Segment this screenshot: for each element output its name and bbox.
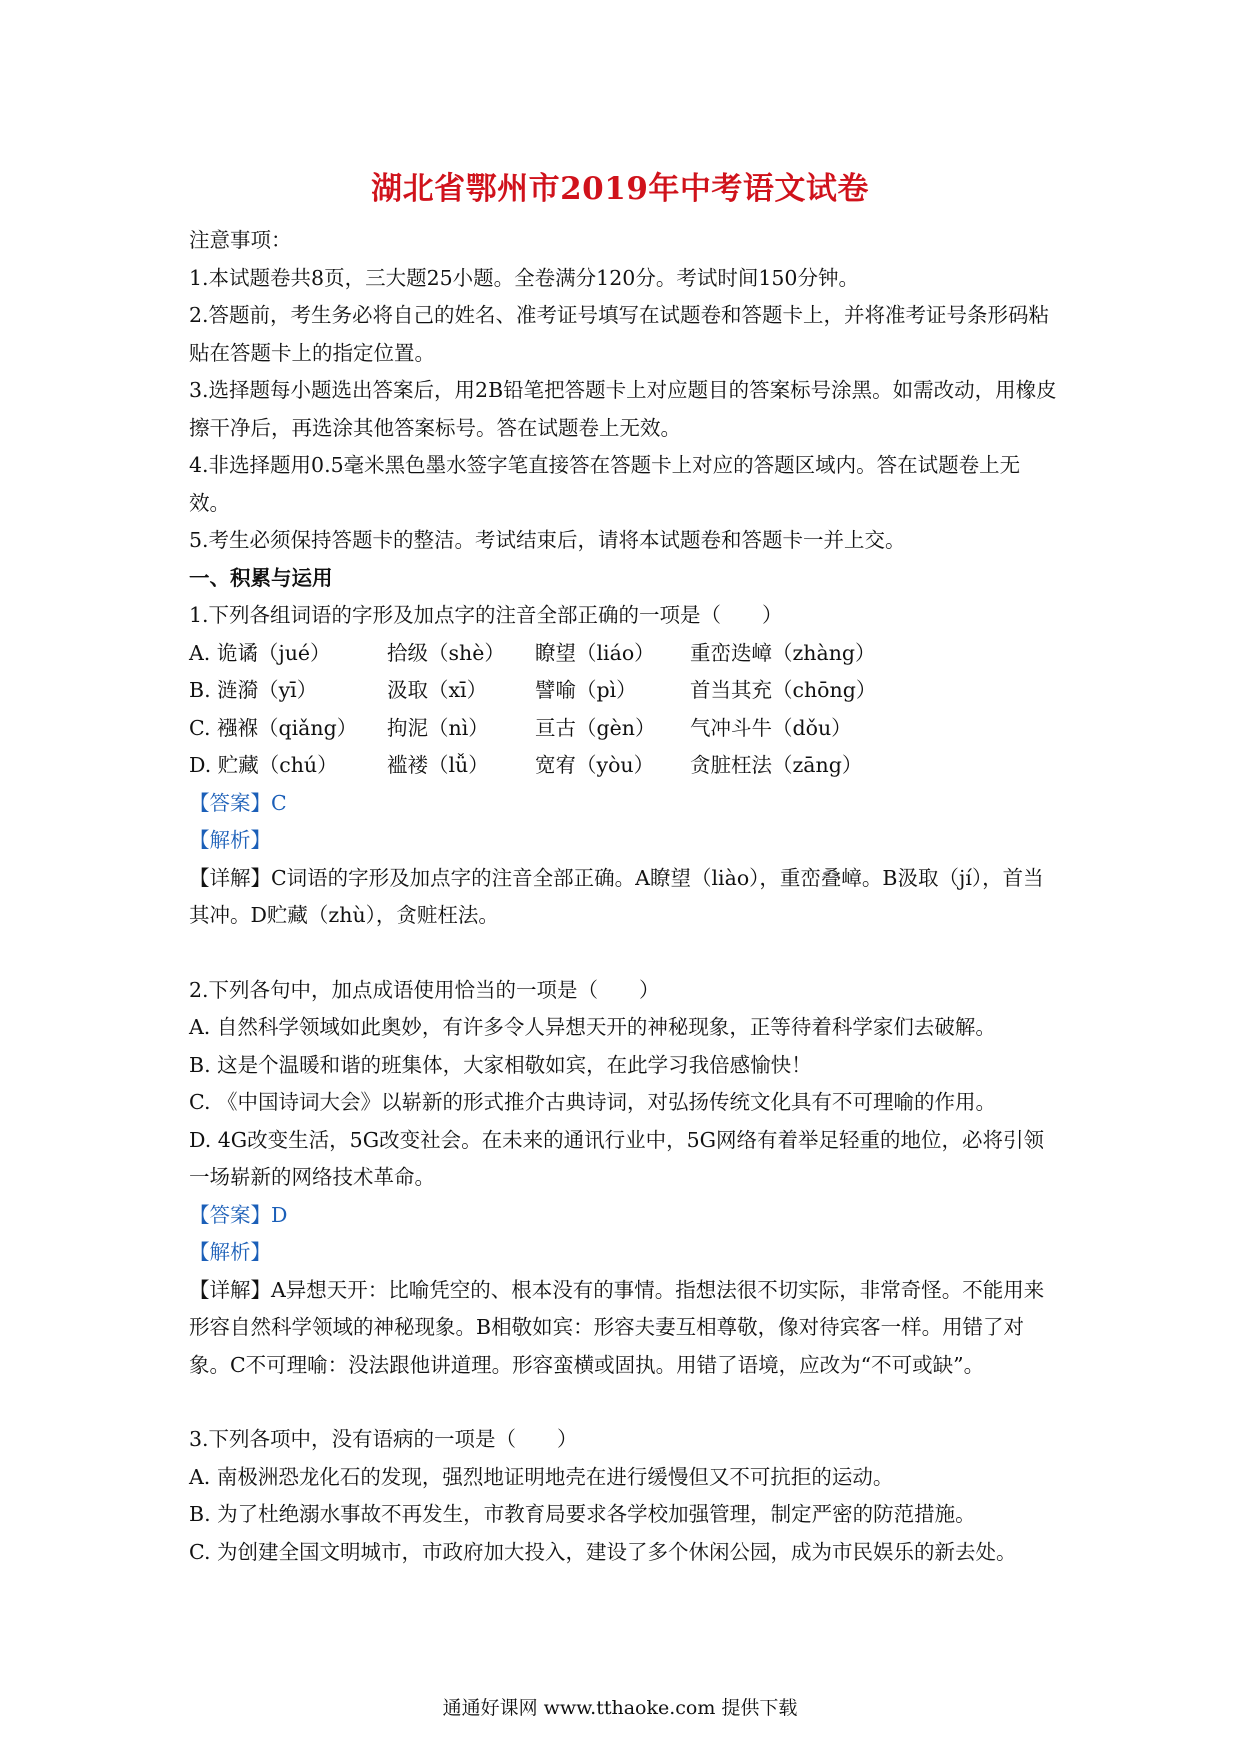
q1-option-d (189, 747, 1059, 785)
exam-content (189, 222, 1059, 1571)
q3-option-b: B. 为了杜绝溺水事故不再发生，市教育局要求各学校加强管理，制定严密的防范措施。 (189, 1502, 976, 1526)
page-footer: 通通好课网 www.tthaoke.com 提供下载 (442, 1697, 798, 1719)
q1-option-a (189, 635, 1059, 673)
q1-option-a-word-4: 重峦迭嶂（zhàng） (690, 640, 876, 665)
q2-detail: 【详解】A异想天开：比喻凭空的、根本没有的事情。指想法很不切实际，非常奇怪。不能用来形容自然科学领域的神秘现象。B相敬如宾：形容夫妻互相尊敬，像对待宾客一样。用错了对象。C不可理喻：没法跟他讲道理。形容蛮横或固执。用错了语境，应改为“不可或缺”。 (189, 1277, 1045, 1377)
notice-heading: 注意事项： (189, 228, 292, 252)
notice-item-3: 3.选择题每小题选出答案后，用2B铅笔把答题卡上对应题目的答案标号涂黑。如需改动，用橡皮擦干净后，再选涂其他答案标号。答在试题卷上无效。 (189, 378, 1057, 440)
q1-option-c-word-1: C. 襁褓（qiǎng） (189, 715, 358, 740)
q1-option-b-word-3: 譬喻（pì） (535, 678, 637, 702)
q1-option-d-word-2: 褴褛（lǚ） (387, 753, 489, 777)
q1-option-c-word-3: 亘古（gèn） (535, 715, 656, 740)
q1-option-c-word-4: 气冲斗牛（dǒu） (690, 715, 852, 740)
q3-stem: 3.下列各项中，没有语病的一项是（ ） (189, 1427, 578, 1451)
q1-analysis-label: 【解析】 (189, 828, 271, 852)
q1-option-b (189, 672, 1059, 710)
q1-option-b-word-4: 首当其充（chōng） (690, 678, 877, 702)
q1-option-d-word-4: 贪脏枉法（zāng） (690, 753, 863, 777)
notice-item-4: 4.非选择题用0.5毫米黑色墨水签字笔直接答在答题卡上对应的答题区域内。答在试题卷上无效。 (189, 453, 1021, 515)
q2-stem: 2.下列各句中，加点成语使用恰当的一项是（ ） (189, 977, 660, 1002)
notice-item-5: 5.考生必须保持答题卡的整洁。考试结束后，请将本试题卷和答题卡一并上交。 (189, 528, 906, 552)
q3-option-c: C. 为创建全国文明城市，市政府加大投入，建设了多个休闲公园，成为市民娱乐的新去处。 (189, 1539, 1017, 1564)
page-title: 湖北省鄂州市2019年中考语文试卷 (371, 171, 869, 207)
q1-option-b-word-2: 汲取（xī） (387, 678, 488, 702)
q1-option-b-word-1: B. 涟漪（yī） (189, 678, 318, 702)
q1-option-a-word-1: A. 诡谲（jué） (189, 640, 331, 665)
spacer (189, 1384, 1059, 1421)
q1-detail: 【详解】C词语的字形及加点字的注音全部正确。A瞭望（liào），重峦叠嶂。B汲取（jí），首当其冲。D贮藏（zhù），贪赃枉法。 (189, 865, 1044, 927)
q2-option-b: B. 这是个温暖和谐的班集体，大家相敬如宾，在此学习我倍感愉快！ (189, 1052, 812, 1077)
spacer (189, 935, 1059, 972)
q1-answer: 【答案】C (189, 790, 287, 815)
q2-answer: 【答案】D (189, 1202, 288, 1227)
section-heading: 一、积累与运用 (189, 565, 333, 590)
q1-stem: 1.下列各组词语的字形及加点字的注音全部正确的一项是（ ） (189, 603, 783, 627)
q3-option-a: A. 南极洲恐龙化石的发现，强烈地证明地壳在进行缓慢但又不可抗拒的运动。 (189, 1464, 894, 1489)
q1-option-d-word-3: 宽宥（yòu） (535, 753, 655, 777)
q1-option-c (189, 710, 1059, 748)
q2-option-a: A. 自然科学领域如此奥妙，有许多令人异想天开的神秘现象，正等待着科学家们去破解。 (189, 1015, 996, 1039)
q2-option-d: D. 4G改变生活，5G改变社会。在未来的通讯行业中，5G网络有着举足轻重的地位，必将引领一场崭新的网络技术革命。 (189, 1127, 1044, 1189)
q1-option-c-word-2: 拘泥（nì） (387, 715, 489, 740)
q2-option-c: C. 《中国诗词大会》以崭新的形式推介古典诗词，对弘扬传统文化具有不可理喻的作用。 (189, 1090, 996, 1114)
q2-analysis-label: 【解析】 (189, 1240, 271, 1264)
q1-option-d-word-1: D. 贮藏（chú） (189, 753, 338, 777)
q1-option-a-word-2: 拾级（shè） (387, 640, 505, 665)
q1-option-a-word-3: 瞭望（liáo） (535, 640, 655, 665)
notice-item-2: 2.答题前，考生务必将自己的姓名、准考证号填写在试题卷和答题卡上，并将准考证号条形码粘贴在答题卡上的指定位置。 (189, 303, 1050, 365)
notice-item-1: 1.本试题卷共8页，三大题25小题。全卷满分120分。考试时间150分钟。 (189, 265, 859, 290)
